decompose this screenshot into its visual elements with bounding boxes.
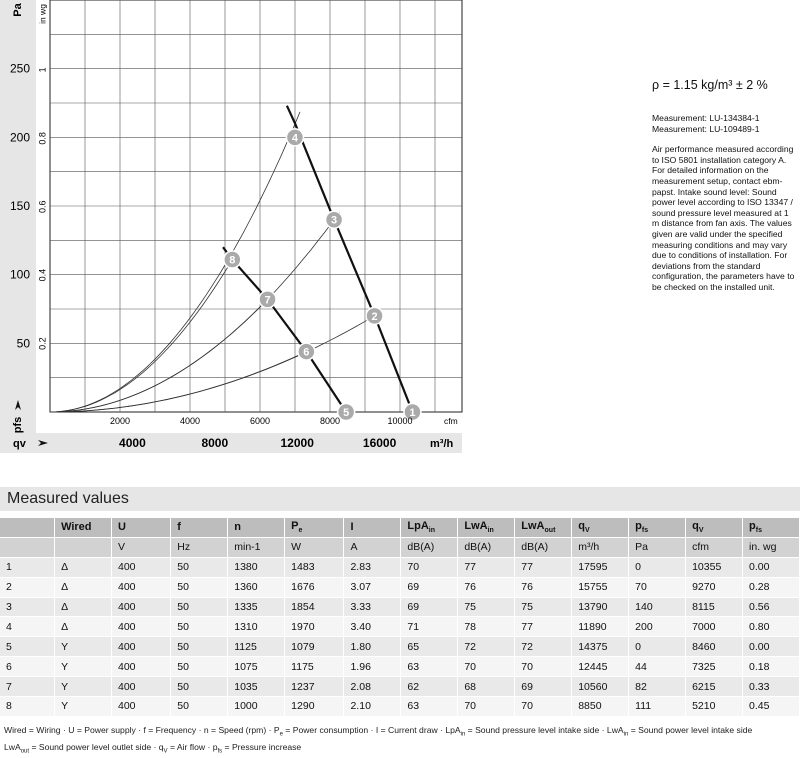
- table-row: [0, 617, 800, 637]
- table-cell: 0: [629, 637, 686, 657]
- info-panel: [652, 78, 798, 293]
- table-cell: 2.10: [344, 697, 401, 717]
- measurement-id: Measurement: LU-134384-1: [652, 113, 760, 123]
- legend-text: = Sound pressure level intake side · LwA: [465, 725, 624, 735]
- table-cell: 50: [171, 677, 228, 697]
- table-cell: 77: [458, 557, 515, 577]
- table-units-row: [0, 537, 800, 557]
- legend-text: = Power consumption · I = Current draw · LpA: [282, 725, 461, 735]
- legend-sub: e: [279, 731, 283, 738]
- table-cell: 1075: [228, 657, 285, 677]
- table-cell: 76: [515, 577, 572, 597]
- operating-point-marker: [259, 291, 276, 308]
- table-row: [0, 677, 800, 697]
- table-cell: 1000: [228, 697, 285, 717]
- y-tick-label-pa: 150: [9, 199, 30, 213]
- x-tick-label-m3h: 16000: [362, 436, 397, 450]
- legend-sub: in: [623, 731, 629, 738]
- table-cell: 400: [112, 657, 171, 677]
- table-cell: 1335: [228, 597, 285, 617]
- operating-point-label: 3: [331, 214, 338, 227]
- y-tick-label-inwg: 1: [37, 67, 48, 73]
- table-cell: 50: [171, 697, 228, 717]
- table-cell: 3.07: [344, 577, 401, 597]
- y-tick-label-pa: 100: [9, 267, 30, 282]
- operating-point-marker: [326, 211, 343, 228]
- table-cell: 1310: [228, 617, 285, 637]
- table-cell: 7325: [686, 657, 743, 677]
- table-cell: Δ: [55, 577, 112, 597]
- table-cell: 77: [515, 557, 572, 577]
- table-header-cell: I: [344, 518, 401, 537]
- x-tick-label-cfm: 8000: [319, 416, 341, 426]
- table-cell: 70: [458, 697, 515, 717]
- legend-sub: out: [20, 748, 30, 755]
- table-cell: 5210: [686, 697, 743, 717]
- x-tick-label-m3h: 8000: [201, 436, 229, 450]
- table-cell: 400: [112, 617, 171, 637]
- x-tick-label-cfm: 2000: [109, 416, 131, 426]
- table-cell: 0.00: [743, 637, 800, 657]
- table-cell: 5: [0, 637, 55, 657]
- table-cell: 0.80: [743, 617, 800, 637]
- table-cell: 69: [401, 577, 458, 597]
- table-cell: 17595: [572, 557, 629, 577]
- table-cell: 14375: [572, 637, 629, 657]
- table-unit-cell: A: [344, 537, 401, 557]
- y-tick-label-pa: 50: [16, 336, 30, 351]
- operating-point-marker: [224, 251, 241, 268]
- legend-text: = Sound power level outlet side · q: [29, 742, 164, 753]
- table-cell: 50: [171, 637, 228, 657]
- table-cell: 50: [171, 597, 228, 617]
- measured-values-table: [0, 518, 800, 717]
- operating-point-marker: [298, 343, 315, 360]
- table-cell: Y: [55, 677, 112, 697]
- legend-sub: in: [460, 731, 466, 738]
- table-cell: 140: [629, 597, 686, 617]
- y-tick-label-inwg: 0.6: [37, 200, 48, 214]
- table-cell: 77: [515, 617, 572, 637]
- table-cell: Y: [55, 697, 112, 717]
- table-cell: 15755: [572, 577, 629, 597]
- table-cell: 70: [401, 557, 458, 577]
- table-cell: 63: [401, 657, 458, 677]
- table-cell: 8460: [686, 637, 743, 657]
- table-cell: 6215: [686, 677, 743, 697]
- table-header-cell: $q_V$: [572, 518, 629, 537]
- table-cell: 62: [401, 677, 458, 697]
- table-cell: 8115: [686, 597, 743, 617]
- legend-text: LwA: [4, 742, 21, 753]
- table-cell: 1483: [285, 557, 344, 577]
- table-cell: 1125: [228, 637, 285, 657]
- measurement-note: Air performance measured according to ISO 5801 installation category A. For detailed information on the measurement setup, contact ebm-papst. Intake sound level: Sound power level according to ISO 13347 / sound pressure level measured at 1 m distance from fan axis. The values given are valid under the specified measuring conditions and may vary due to conditions of installation. For deviations from the standard configuration, the parameters have to be checked on the installed unit.: [652, 144, 795, 292]
- table-cell: 13790: [572, 597, 629, 617]
- table-cell: 0.56: [743, 597, 800, 617]
- table-row: [0, 697, 800, 717]
- y-tick-label-pa: 250: [9, 61, 30, 76]
- table-unit-cell: Pa: [629, 537, 686, 557]
- table-cell: 3: [0, 597, 55, 617]
- table-unit-cell: V: [112, 537, 171, 557]
- table-cell: 8: [0, 697, 55, 717]
- legend-text: Wired = Wiring · U = Power supply · f = Frequency · n = Speed (rpm) · P: [4, 725, 280, 735]
- y-tick-label-inwg: 0.8: [37, 132, 48, 145]
- table-cell: 70: [515, 697, 572, 717]
- table-cell: 10355: [686, 557, 743, 577]
- table-header-cell: LwA$_{in}$: [458, 518, 515, 537]
- table-cell: 76: [458, 577, 515, 597]
- table-header-cell: LwA$_{out}$: [515, 518, 572, 537]
- table-cell: 82: [629, 677, 686, 697]
- table-cell: 65: [401, 637, 458, 657]
- table-cell: 400: [112, 557, 171, 577]
- x-axis-symbol: qv: [13, 438, 26, 450]
- table-cell: 200: [629, 617, 686, 637]
- legend-text: = Sound power level intake side: [628, 725, 753, 735]
- measurement-ids: [652, 113, 798, 134]
- table-cell: 400: [112, 597, 171, 617]
- table-cell: 400: [112, 637, 171, 657]
- table-unit-cell: min-1: [228, 537, 285, 557]
- y-axis-symbol: pfs: [11, 416, 24, 434]
- table-cell: 1.80: [344, 637, 401, 657]
- legend-sub: V: [163, 748, 168, 755]
- table-cell: 6: [0, 657, 55, 677]
- x-tick-label-cfm: 10000: [387, 416, 413, 426]
- operating-point-marker: [286, 129, 303, 146]
- table-row: [0, 597, 800, 617]
- table-cell: 1676: [285, 577, 344, 597]
- table-cell: 0.18: [743, 657, 800, 677]
- table-cell: 78: [458, 617, 515, 637]
- measured-values-header: [0, 487, 800, 511]
- abbreviation-legend: [4, 724, 800, 758]
- table-cell: 7000: [686, 617, 743, 637]
- table-cell: 2.08: [344, 677, 401, 697]
- operating-point-label: 4: [291, 132, 298, 145]
- table-row: [0, 637, 800, 657]
- table-cell: 1035: [228, 677, 285, 697]
- x-axis-label-m3h: m³/h: [430, 438, 454, 450]
- table-cell: 1175: [285, 657, 344, 677]
- table-cell: 50: [171, 557, 228, 577]
- table-cell: 11890: [572, 617, 629, 637]
- table-cell: 1: [0, 557, 55, 577]
- table-cell: 0.33: [743, 677, 800, 697]
- table-cell: Δ: [55, 597, 112, 617]
- table-cell: 1854: [285, 597, 344, 617]
- x-axis-label-cfm: cfm: [444, 416, 458, 426]
- table-unit-cell: Hz: [171, 537, 228, 557]
- table-row: [0, 657, 800, 677]
- operating-point-label: 6: [303, 346, 310, 359]
- table-cell: 400: [112, 677, 171, 697]
- table-cell: 1079: [285, 637, 344, 657]
- operating-point-label: 7: [264, 294, 271, 307]
- table-header-cell: Wired: [55, 518, 112, 537]
- legend-text: = Air flow · p: [167, 742, 218, 753]
- table-cell: 1.96: [344, 657, 401, 677]
- table-cell: 71: [401, 617, 458, 637]
- table-cell: 7: [0, 677, 55, 697]
- table-cell: 50: [171, 577, 228, 597]
- table-unit-cell: dB(A): [458, 537, 515, 557]
- table-unit-cell: cfm: [686, 537, 743, 557]
- table-cell: 69: [515, 677, 572, 697]
- x-tick-label-m3h: 4000: [119, 436, 146, 450]
- table-cell: Y: [55, 637, 112, 657]
- table-cell: 3.33: [344, 597, 401, 617]
- table-cell: 50: [171, 617, 228, 637]
- table-cell: 70: [458, 657, 515, 677]
- y-tick-label-inwg: 0.2: [37, 337, 48, 350]
- table-cell: 400: [112, 697, 171, 717]
- table-cell: 3.40: [344, 617, 401, 637]
- table-unit-cell: m³/h: [572, 537, 629, 557]
- table-unit-cell: dB(A): [401, 537, 458, 557]
- table-header-cell: $q_V$: [686, 518, 743, 537]
- table-cell: 70: [515, 657, 572, 677]
- table-cell: 75: [515, 597, 572, 617]
- table-row: [0, 577, 800, 597]
- legend-text: = Pressure increase: [222, 742, 302, 753]
- operating-point-label: 8: [229, 254, 236, 267]
- table-cell: 72: [515, 637, 572, 657]
- table-header-cell: U: [112, 518, 171, 537]
- table-cell: 75: [458, 597, 515, 617]
- table-header-cell: $P_e$: [285, 518, 344, 537]
- y-tick-label-pa: 200: [9, 130, 30, 145]
- table-header-row: [0, 518, 800, 537]
- table-cell: 0.28: [743, 577, 800, 597]
- table-unit-cell: W: [285, 537, 344, 557]
- table-unit-cell: in. wg: [743, 537, 800, 557]
- table-cell: 400: [112, 577, 171, 597]
- table-header-cell: LpA$_{in}$: [401, 518, 458, 537]
- table-cell: Y: [55, 657, 112, 677]
- table-cell: 63: [401, 697, 458, 717]
- table-cell: Δ: [55, 617, 112, 637]
- table-cell: 10560: [572, 677, 629, 697]
- table-unit-cell: [55, 537, 112, 557]
- air-density: ρ = 1.15 kg/m³ ± 2 %: [652, 78, 768, 92]
- measured-values-title: Measured values: [7, 490, 129, 507]
- table-cell: 70: [629, 577, 686, 597]
- x-tick-label-m3h: 12000: [280, 436, 314, 450]
- table-cell: 44: [629, 657, 686, 677]
- operating-point-marker: [338, 404, 355, 421]
- legend-sub: fs: [217, 748, 223, 755]
- table-cell: 2: [0, 577, 55, 597]
- operating-point-label: 1: [409, 407, 416, 419]
- operating-point-label: 2: [371, 310, 378, 323]
- table-cell: 8850: [572, 697, 629, 717]
- table-unit-cell: [0, 537, 55, 557]
- table-header-cell: f: [171, 518, 228, 537]
- table-cell: 50: [171, 657, 228, 677]
- table-unit-cell: dB(A): [515, 537, 572, 557]
- table-cell: 9270: [686, 577, 743, 597]
- table-cell: 1380: [228, 557, 285, 577]
- measurement-id: Measurement: LU-109489-1: [652, 123, 760, 134]
- table-cell: 1970: [285, 617, 344, 637]
- table-cell: 68: [458, 677, 515, 697]
- table-cell: Δ: [55, 557, 112, 577]
- y-tick-label-inwg: 0.4: [37, 268, 48, 282]
- table-row: [0, 557, 800, 577]
- table-cell: 2.83: [344, 557, 401, 577]
- table-cell: 1290: [285, 697, 344, 717]
- table-cell: 0.00: [743, 557, 800, 577]
- y-axis-label-inwg: in wg: [37, 4, 48, 24]
- table-header-cell: $p_{fs}$: [629, 518, 686, 537]
- x-tick-label-cfm: 4000: [179, 416, 201, 426]
- table-cell: 69: [401, 597, 458, 617]
- operating-point-marker: [366, 307, 383, 324]
- table-header-cell: n: [228, 518, 285, 537]
- table-cell: 12445: [572, 657, 629, 677]
- table-cell: 4: [0, 617, 55, 637]
- table-cell: 72: [458, 637, 515, 657]
- table-header-cell: $p_{fs}$: [743, 518, 800, 537]
- operating-point-label: 5: [343, 407, 350, 419]
- x-tick-label-cfm: 6000: [249, 416, 271, 426]
- y-axis-label-pa: Pa: [11, 3, 24, 17]
- table-cell: 0: [629, 557, 686, 577]
- table-cell: 1360: [228, 577, 285, 597]
- table-cell: 111: [629, 697, 686, 717]
- table-header-cell: [0, 518, 55, 537]
- table-cell: 0.45: [743, 697, 800, 717]
- table-cell: 1237: [285, 677, 344, 697]
